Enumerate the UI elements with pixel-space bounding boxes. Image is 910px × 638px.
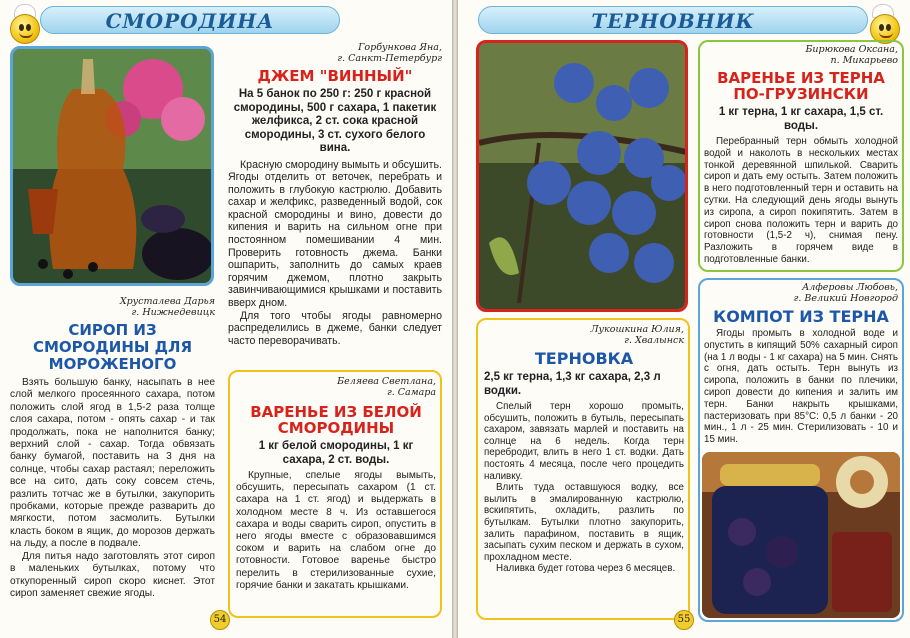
right-header-banner <box>478 6 868 34</box>
syrup-title: СИРОП ИЗ СМОРОДИНЫ ДЛЯ МОРОЖЕНОГО <box>32 321 193 373</box>
georgian-recipe <box>704 44 898 266</box>
jam-text: Красную смородину вымыть и обсушить. Ягоды отделить от веточек, перебрать и положить в глубокую кастрюлю. Добавить сахар и желфикс, разведенный водой, сок красной смородины и вино, довести до кипения и варить на сильном огне при постоянном помешивании 4 мин. Проверить готовность джема. Банки ошпарить, заполнить до самых краев горячим джемом, плотно закрыть завинчивающимися крышками и поставить вверх дном. <box>228 158 442 310</box>
syrup-author: Хрусталева Дарья <box>119 296 215 307</box>
georgian-title: ВАРЕНЬЕ ИЗ ТЕРНА ПО-ГРУЗИНСКИ <box>717 69 885 103</box>
ternovka-author: Лукошкина Юлия, <box>590 324 684 335</box>
compote-title: КОМПОТ ИЗ ТЕРНА <box>713 307 889 326</box>
wine-jam-recipe <box>228 42 442 347</box>
georgian-text: Перебранный терн обмыть холодной водой и наколоть в нескольких местах тонкой деревянной шпилькой. Сварить сироп и дать ему остыть. Затем положить в него подготовленный терн и оставить на сутки. На следующий день ягоды вынуть из сиропа, а сироп покипятить. Затем в сироп снова положить терн и варить до готовности (1,5-2 ч), снимая пену. Разложить в горячем виде в подготовленные банки. <box>704 136 898 265</box>
left-header-banner <box>40 6 340 34</box>
left-header-title: СМОРОДИНА <box>105 9 275 33</box>
white-ingredients: 1 кг белой смородины, 1 кг сахара, 2 ст. воды. <box>258 440 414 466</box>
georgian-author-city: п. Микарьево <box>830 55 898 66</box>
georgian-ingredients: 1 кг терна, 1 кг сахара, 1,5 ст. воды. <box>718 106 884 132</box>
left-page <box>0 0 452 638</box>
right-header-title: ТЕРНОВНИК <box>591 9 755 33</box>
syrup-text-2: Для питья надо заготовлять этот сироп в маленьких бутылках, потому что откупоренный сироп скоро киснет. Этот сироп заменяет свежие ягоды. <box>10 550 215 599</box>
ternovka-title: ТЕРНОВКА <box>534 349 634 368</box>
white-author: Беляева Светлана, <box>337 376 436 387</box>
ternovka-text: Спелый терн хорошо промыть, обсушить, положить в бутыль, пересыпать сахаром, завязать марлей и поставить на солнце на 6 недель. Когда терн перебродит, влить в него 1 ст. водки. Дать постоять 4 месяца, после чего процедить наливку. <box>484 401 684 482</box>
compote-recipe <box>704 282 898 446</box>
ternovka-ingredients: 2,5 кг терна, 1,3 кг сахара, 2,3 л водки. <box>484 371 661 397</box>
page-number-right: 55 <box>674 610 694 630</box>
syrup-author-city: г. Нижнедевицк <box>131 307 215 318</box>
page-number-left: 54 <box>210 610 230 630</box>
smiley-icon <box>10 14 40 44</box>
jam-title: ДЖЕМ "ВИННЫЙ" <box>257 67 413 85</box>
ternovka-recipe <box>484 324 684 575</box>
compote-text: Ягоды промыть в холодной воде и опустить в кипящий 50% сахарный сироп (на 1 л воды - 1 кг сахара) на 5 мин. Снять с огня, дать остыть. Терн вынуть из сиропа, положить в банки по плечики, сироп довести до кипения и залить им терн. Банки накрыть крышками, пастеризовать при 85°С: 0,5 л банки - 20 мин., 1 л - 25 мин. Стерилизовать - 10 и 15 мин. <box>704 328 898 446</box>
ternovka-text-3: Наливка будет готова через 6 месяцев. <box>496 563 676 575</box>
georgian-author: Бирюкова Оксана, <box>805 44 898 55</box>
sloe-berries-photo <box>476 40 688 312</box>
syrup-recipe <box>10 296 215 600</box>
white-currant-recipe <box>236 376 436 592</box>
right-page <box>458 0 910 638</box>
jam-ingredients: На 5 банок по 250 г: 250 г красной смородины, 500 г сахара, 1 пакетик желфикса, 2 ст. сока красной смородины, 3 ст. сухого белого вина. <box>233 88 437 154</box>
jam-text-2: Для того чтобы ягоды равномерно распределились в джеме, банки следует часто переворачивать. <box>228 309 442 347</box>
jam-author: Горбункова Яна, <box>358 42 442 53</box>
ternovka-text-2: Влить туда оставшуюся водку, все вылить в эмалированную кастрюлю, вскипятить, охладить, разлить по бутылкам. Бутылки плотно закупорить, залить парафином, поставить в ящик, засыпать сухим песком и держать в сухом, прохладном месте. <box>484 482 684 563</box>
white-title: ВАРЕНЬЕ ИЗ БЕЛОЙ СМОРОДИНЫ <box>250 403 422 437</box>
white-author-city: г. Самара <box>386 387 436 398</box>
white-text: Крупные, спелые ягоды вымыть, обсушить, пересыпать сахаром (1 ст. сахара на 1 ст. ягод) и выдержать в холодном месте 8 ч. Из оставшегося сахара и воды сварить сироп, опустить в него ягоды вместе с образовавшимся соком и варить на слабом огне до готовности. Готовое варенье быстро перелить в стерилизованные сухие, горячие банки и закатать крышками. <box>236 470 436 591</box>
jam-author-city: г. Санкт-Петербург <box>337 53 442 64</box>
syrup-text: Взять большую банку, насыпать в нее слой мелкого просеянного сахара, потом положить слой ягод в 1,5-2 раза толще слоя сахара, потом - опять сахар - и так продолжать, пока не наполнится банку; верхний слой - сахар. Тогда обвязать банку бумагой, поставить на 3 дня на солнце, чтобы сахар растаял; переложить все на сито, дать соку совсем стечь, разлить тотчас же в бутылки, закупорить пробками, которые прежде разварить до мягкости, потом засмолить. Бутылки класть боком в ящик, до морозов держать на льду, а после в подвале. <box>10 377 215 550</box>
ternovka-author-city: г. Хвалынск <box>624 335 684 346</box>
compote-author: Алферовы Любовь, <box>802 282 898 293</box>
currant-syrup-photo <box>10 46 214 286</box>
compote-author-city: г. Великий Новгород <box>793 293 898 304</box>
compote-jar-photo <box>702 452 900 618</box>
